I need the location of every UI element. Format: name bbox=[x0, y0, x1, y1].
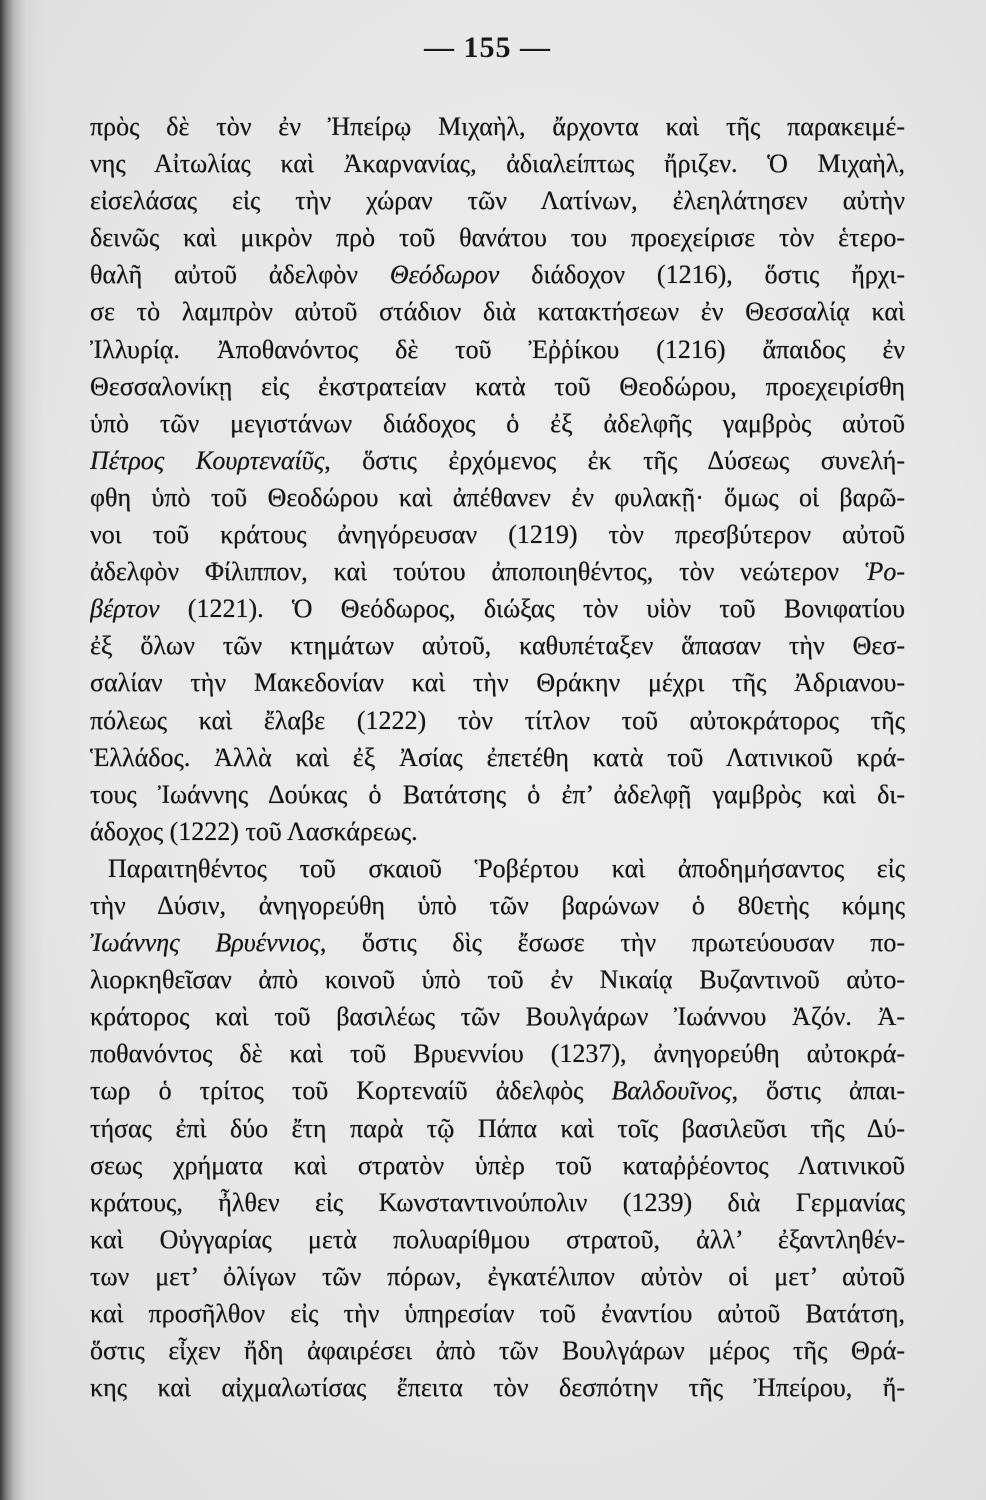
text-line bbox=[90, 924, 905, 961]
text-segment: τήσας ἐπὶ δύο ἔτη παρὰ τῷ Πάπα καὶ τοῖς βασιλεῦσι τῆς Δύ- bbox=[90, 1113, 905, 1143]
page-body-text bbox=[90, 108, 905, 1406]
text-line bbox=[90, 1221, 905, 1258]
text-line bbox=[90, 1110, 905, 1147]
text-segment: ποθανόντος δὲ καὶ τοῦ Βρυεννίου (1237), ἀνηγορεύθη αὐτοκρά- bbox=[90, 1039, 905, 1069]
text-segment: ὅστις εἶχεν ἤδη ἀφαιρέσει ἀπὸ τῶν Βουλγάρων μέρος τῆς Θρά- bbox=[90, 1336, 905, 1366]
text-segment: νοι τοῦ κράτους ἀνηγόρευσαν (1219) τὸν πρεσβύτερον αὐτοῦ bbox=[90, 520, 905, 550]
text-segment: λιορκηθεῖσαν ἀπὸ κοινοῦ ὑπὸ τοῦ ἐν Νικαίᾳ Βυζαντινοῦ αὐτο- bbox=[90, 965, 905, 995]
text-segment: κης καὶ αἰχμαλωτίσας ἔπειτα τὸν δεσπότην τῆς Ἠπείρου, ἤ- bbox=[90, 1373, 905, 1403]
text-segment: πρὸς δὲ τὸν ἐν Ἠπείρῳ Μιχαὴλ, ἄρχοντα καὶ τῆς παρακειμέ- bbox=[90, 112, 905, 141]
text-segment: Ἰλλυρίᾳ. Ἀποθανόντος δὲ τοῦ Ἐῤῥίκου (1216) ἄπαιδος ἐν bbox=[90, 334, 905, 364]
text-line bbox=[90, 145, 905, 182]
text-line bbox=[90, 405, 905, 442]
text-segment: σεως χρήματα καὶ στρατὸν ὑπὲρ τοῦ καταῤῥέοντος Λατινικοῦ bbox=[90, 1150, 905, 1180]
text-segment: τους Ἰωάννης Δούκας ὁ Βατάτσης ὁ ἐπ’ ἀδελφῇ γαμβρὸς καὶ δι- bbox=[90, 779, 905, 809]
text-segment: , ὅστις ἐρχόμενος ἐκ τῆς Δύσεως συνελή- bbox=[324, 445, 905, 475]
text-segment: καὶ προσῆλθον εἰς τὴν ὑπηρεσίαν τοῦ ἐναντίου αὐτοῦ Βατάτση, bbox=[90, 1299, 905, 1328]
text-line bbox=[90, 1035, 905, 1072]
italic-name: Πέτρος Κουρτεναίῦς bbox=[90, 445, 325, 475]
italic-name: Βαλδουῖνος bbox=[611, 1076, 732, 1106]
text-line bbox=[90, 293, 905, 330]
scan-edge-shadow bbox=[0, 0, 46, 1500]
text-segment: ὑπὸ τῶν μεγιστάνων διάδοχος ὁ ἐξ ἀδελφῆς γαμβρὸς αὐτοῦ bbox=[90, 408, 905, 438]
text-segment: σε τὸ λαμπρὸν αὐτοῦ στάδιον διὰ κατακτήσεων ἐν Θεσσαλίᾳ καὶ bbox=[90, 297, 905, 327]
text-line bbox=[90, 590, 905, 627]
text-segment: διάδοχον (1216), ὅστις ἤρχι- bbox=[499, 260, 905, 290]
text-segment: (1221). Ὁ Θεόδωρος, διώξας τὸν υἱὸν τοῦ Βονιφατίου bbox=[159, 594, 905, 624]
text-line bbox=[90, 1147, 905, 1184]
text-line bbox=[90, 553, 905, 590]
text-line bbox=[90, 1295, 905, 1332]
text-line bbox=[90, 108, 905, 145]
text-line bbox=[90, 368, 905, 405]
text-segment: Παραιτηθέντος τοῦ σκαιοῦ Ῥοβέρτου καὶ ἀποδημήσαντος εἰς bbox=[108, 853, 905, 883]
page-number: — 155 — bbox=[424, 31, 551, 64]
text-line bbox=[90, 664, 905, 701]
text-line bbox=[90, 813, 905, 850]
paragraph bbox=[90, 108, 905, 850]
text-segment: πόλεως καὶ ἔλαβε (1222) τὸν τίτλον τοῦ αὐτοκράτορος τῆς bbox=[90, 705, 905, 735]
text-line bbox=[90, 1369, 905, 1406]
text-segment: καὶ Οὐγγαρίας μετὰ πολυαρίθμου στρατοῦ, ἀλλ’ ἐξαντληθέν- bbox=[90, 1224, 905, 1254]
text-line bbox=[90, 702, 905, 739]
text-line bbox=[90, 998, 905, 1035]
text-line bbox=[90, 1184, 905, 1221]
text-line bbox=[90, 1332, 905, 1369]
text-segment: φθη ὑπὸ τοῦ Θεοδώρου καὶ ἀπέθανεν ἐν φυλακῇ· ὅμως οἱ βαρῶ- bbox=[90, 482, 905, 512]
text-line bbox=[90, 850, 905, 887]
text-line bbox=[90, 1258, 905, 1295]
text-segment: ἐξ ὅλων τῶν κτημάτων αὐτοῦ, καθυπέταξεν ἅπασαν τὴν Θεσ- bbox=[90, 631, 905, 661]
text-segment: Ἑλλάδος. Ἀλλὰ καὶ ἐξ Ἀσίας ἐπετέθη κατὰ τοῦ Λατινικοῦ κρά- bbox=[90, 742, 905, 772]
text-line bbox=[90, 182, 905, 219]
italic-name: βέρτον bbox=[90, 594, 160, 624]
italic-name: Ῥο- bbox=[864, 557, 905, 587]
text-segment: ἀδελφὸν Φίλιππον, καὶ τούτου ἀποποιηθέντος, τὸν νεώτερον bbox=[90, 557, 865, 587]
text-line bbox=[90, 1072, 905, 1109]
text-segment: κράτορος καὶ τοῦ βασιλέως τῶν Βουλγάρων Ἰωάννου Ἀζόν. Ἀ- bbox=[90, 1002, 905, 1032]
text-line bbox=[90, 479, 905, 516]
text-segment: Θεσσαλονίκῃ εἰς ἐκστρατείαν κατὰ τοῦ Θεοδώρου, προεχειρίσθη bbox=[90, 371, 905, 401]
text-line bbox=[90, 256, 905, 293]
italic-name: Ἰωάννης Βρυέννιος bbox=[90, 928, 320, 958]
text-line bbox=[90, 739, 905, 776]
text-segment: νης Αἰτωλίας καὶ Ἀκαρνανίας, ἀδιαλείπτως ἤριζεν. Ὁ Μιχαὴλ, bbox=[90, 149, 905, 179]
text-segment: , ὅστις ἀπαι- bbox=[731, 1076, 905, 1106]
text-segment: τὴν Δύσιν, ἀνηγορεύθη ὑπὸ τῶν βαρώνων ὁ 80ετὴς κόμης bbox=[90, 890, 905, 920]
text-line bbox=[90, 627, 905, 664]
text-segment: , ὅστις δὶς ἔσωσε τὴν πρωτεύουσαν πο- bbox=[319, 928, 905, 958]
text-line bbox=[90, 961, 905, 998]
text-segment: των μετ’ ὀλίγων τῶν πόρων, ἐγκατέλιπον αὐτὸν οἱ μετ’ αὐτοῦ bbox=[90, 1261, 905, 1291]
text-segment: δεινῶς καὶ μικρὸν πρὸ τοῦ θανάτου του προεχείρισε τὸν ἑτερο- bbox=[90, 223, 905, 253]
text-line bbox=[90, 516, 905, 553]
text-line bbox=[90, 331, 905, 368]
text-segment: εἰσελάσας εἰς τὴν χώραν τῶν Λατίνων, ἐλεηλάτησεν αὐτὴν bbox=[90, 186, 905, 216]
text-segment: άδοχος (1222) τοῦ Λασκάρεως. bbox=[90, 816, 418, 846]
text-line bbox=[90, 887, 905, 924]
text-line bbox=[90, 776, 905, 813]
text-segment: τωρ ὁ τρίτος τοῦ Κορτεναίῦ ἀδελφὸς bbox=[90, 1076, 612, 1106]
paragraph bbox=[90, 850, 905, 1406]
text-segment: σαλίαν τὴν Μακεδονίαν καὶ τὴν Θράκην μέχρι τῆς Ἀδριανου- bbox=[90, 668, 905, 698]
text-line bbox=[90, 219, 905, 256]
text-segment: κράτους, ἦλθεν εἰς Κωνσταντινούπολιν (1239) διὰ Γερμανίας bbox=[90, 1187, 905, 1217]
text-line bbox=[90, 442, 905, 479]
text-segment: θαλῆ αὐτοῦ ἀδελφὸν bbox=[90, 260, 390, 290]
italic-name: Θεόδωρον bbox=[389, 260, 500, 290]
